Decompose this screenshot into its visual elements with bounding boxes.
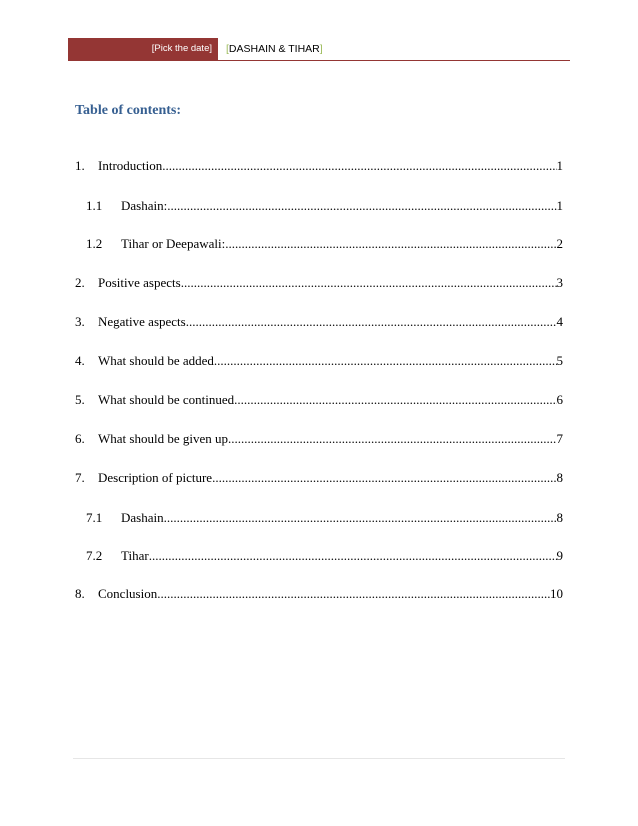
toc-entry[interactable]: [75, 157, 563, 175]
toc-leader-dots: [181, 274, 557, 292]
toc-entry-number: 7.2: [86, 548, 103, 563]
toc-entry-title: Dashain:: [121, 198, 168, 213]
toc-entry-number: 5.: [75, 392, 85, 407]
toc-entry-title: Tihar: [121, 548, 149, 563]
toc-entry-page: 6: [556, 392, 563, 407]
toc-entry[interactable]: [75, 274, 563, 292]
header-divider: [68, 60, 570, 61]
toc-entry-page: 8: [556, 470, 563, 485]
toc-entry[interactable]: [75, 430, 563, 448]
toc-entry-number: 3.: [75, 314, 85, 329]
toc-entry-number: 7.1: [86, 510, 103, 525]
toc-entry[interactable]: [75, 313, 563, 331]
toc-entry[interactable]: [75, 391, 563, 409]
toc-entry-number: 1.2: [86, 236, 103, 251]
toc-leader-dots: [186, 313, 557, 331]
toc-heading: Table of contents:: [75, 103, 182, 118]
toc-entry-page: 5: [556, 353, 563, 368]
toc-entry-title: What should be added: [98, 353, 214, 368]
toc-entry-page: 8: [556, 510, 563, 525]
toc-entry[interactable]: [75, 469, 563, 487]
toc-entry-title: Dashain: [121, 510, 164, 525]
toc-entry[interactable]: [86, 509, 563, 527]
toc-leader-dots: [149, 547, 557, 565]
toc-leader-dots: [225, 235, 556, 253]
toc-entry-title: What should be continued: [98, 392, 235, 407]
toc-entry-page: 1: [556, 198, 563, 213]
toc-entry[interactable]: [75, 352, 563, 370]
toc-entry-page: 4: [556, 314, 563, 329]
title-bracket-close: ]: [319, 43, 323, 55]
toc-entry-number: 2.: [75, 275, 85, 290]
date-placeholder[interactable]: [Pick the date]: [68, 38, 218, 60]
toc-entry-title: Conclusion: [98, 586, 158, 601]
toc-entry[interactable]: [86, 235, 563, 253]
toc-entry-title: Negative aspects: [98, 314, 186, 329]
toc-leader-dots: [214, 352, 557, 370]
toc-entry-page: 1: [556, 158, 563, 173]
toc-entry-title: Tihar or Deepawali:: [121, 236, 226, 251]
toc-entry-page: 2: [556, 236, 563, 251]
toc-entry-number: 4.: [75, 353, 85, 368]
toc-entry[interactable]: [75, 585, 563, 603]
toc-entry-number: 7.: [75, 470, 85, 485]
toc-entry[interactable]: [86, 547, 563, 565]
toc-entry-title: Description of picture: [98, 470, 213, 485]
toc-entry[interactable]: [86, 197, 563, 215]
toc-entry-title: Positive aspects: [98, 275, 181, 290]
page-header: [68, 38, 570, 60]
toc-entry-page: 7: [556, 431, 563, 446]
toc-entry-page: 10: [550, 586, 563, 601]
toc-entry-number: 6.: [75, 431, 85, 446]
toc-entry-number: 1.1: [86, 198, 103, 213]
toc-entry-number: 1.: [75, 158, 85, 173]
toc-entry-number: 8.: [75, 586, 85, 601]
toc-entry-page: 9: [556, 548, 563, 563]
title-bracket-open: [: [226, 43, 229, 55]
toc-entry-title: Introduction: [98, 158, 163, 173]
toc-leader-dots: [212, 469, 556, 487]
document-title[interactable]: [226, 38, 323, 60]
toc-leader-dots: [157, 585, 550, 603]
toc-leader-dots: [167, 197, 556, 215]
footer-divider: [73, 758, 565, 759]
toc-leader-dots: [228, 430, 557, 448]
toc-leader-dots: [164, 509, 557, 527]
toc-leader-dots: [162, 157, 556, 175]
toc-leader-dots: [234, 391, 556, 409]
toc-entry-title: What should be given up: [98, 431, 228, 446]
document-title-text: DASHAIN & TIHAR: [228, 43, 320, 55]
toc-entry-page: 3: [556, 275, 563, 290]
